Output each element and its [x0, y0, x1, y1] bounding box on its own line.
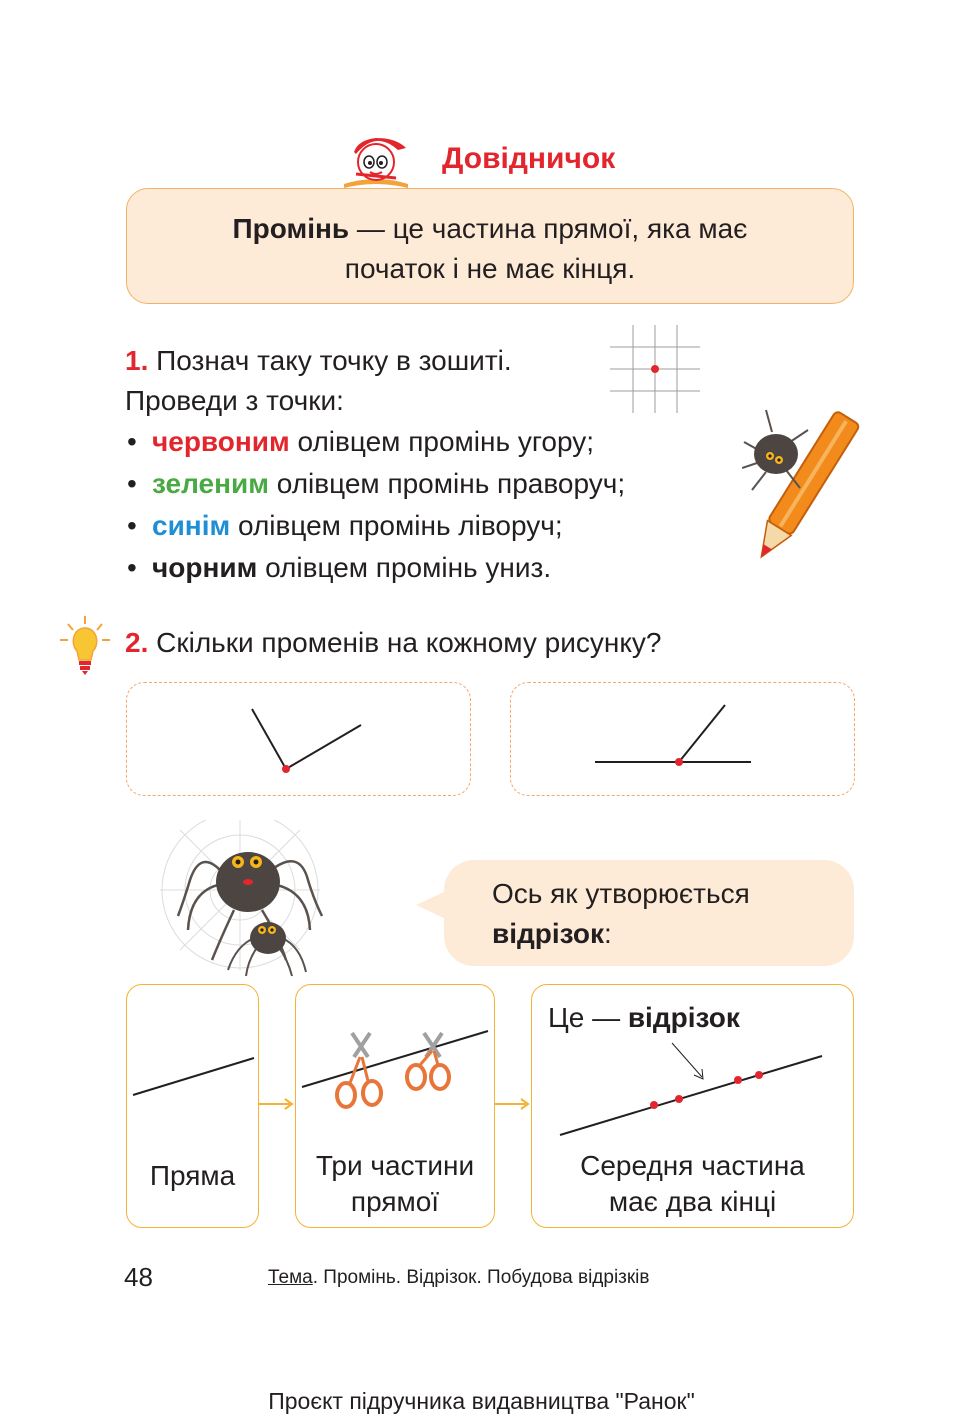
two-rays-figure [127, 683, 472, 797]
figure-box-2 [510, 682, 855, 796]
definition-box [126, 188, 854, 304]
bullet: • [127, 510, 137, 541]
speech-bubble [444, 860, 854, 966]
color-word-green: зеленим [152, 468, 269, 499]
speech-line1: Ось як утворюється [492, 878, 750, 909]
color-word-black: чорним [152, 552, 258, 583]
task1-item-black [127, 547, 551, 589]
speech-bold-word: відрізок [492, 918, 604, 949]
bullet: • [127, 426, 137, 457]
scissors-icon [407, 1033, 449, 1089]
segment-caption-prefix: Це — [548, 1002, 628, 1033]
definition-line1: — це частина прямої, яка має [349, 213, 748, 244]
topic-line [268, 1267, 650, 1289]
task2-number: 2. [125, 627, 149, 658]
task1-text: Познач таку точку в зошиті. [156, 345, 512, 376]
bullet: • [127, 552, 137, 583]
topic-label: Тема [268, 1267, 313, 1288]
step3-label-line1: Середня частина [580, 1150, 805, 1181]
item-text: олівцем промінь униз. [257, 552, 552, 583]
arrow-right-icon [259, 1097, 295, 1111]
arrow-right-icon [495, 1097, 531, 1111]
step2-label-line1: Три частини [315, 1150, 475, 1181]
spider-pencil-icon [742, 402, 862, 574]
task2-line [125, 622, 661, 664]
task1-number: 1. [125, 345, 149, 376]
section-title: Довідничок [442, 142, 616, 175]
item-text: олівцем промінь ліворуч; [230, 510, 563, 541]
color-word-blue: синім [152, 510, 231, 541]
step2-label-line2: прямої [350, 1186, 440, 1217]
definition-line2: початок і не має кінця. [344, 253, 636, 284]
definition-text [127, 209, 853, 289]
task2-text: Скільки променів на кожному рисунку? [156, 627, 662, 658]
task1-item-green [127, 463, 625, 505]
task1-line1 [125, 340, 512, 382]
color-word-red: червоним [152, 426, 290, 457]
mascot-reading-icon [336, 134, 416, 190]
task1-item-red [127, 421, 594, 463]
step3-label-line2: має два кінці [608, 1186, 777, 1217]
page-number: 48 [124, 1262, 153, 1292]
bullet: • [127, 468, 137, 499]
task1-line2: Проведи з точки: [125, 385, 344, 416]
step-box-line [126, 984, 259, 1228]
step-box-three-parts [295, 984, 495, 1228]
speech-text [492, 874, 750, 954]
topic-text: . Промінь. Відрізок. Побудова відрізків [312, 1267, 650, 1288]
speech-colon: : [604, 918, 612, 949]
three-rays-figure [511, 683, 856, 797]
step-box-segment [531, 984, 854, 1228]
definition-term: Промінь [232, 213, 350, 244]
figure-box-1 [126, 682, 471, 796]
lightbulb-icon [60, 614, 110, 676]
spiders-web-icon [150, 820, 350, 980]
footer-text: Проєкт підручника видавництва "Ранок" [268, 1388, 695, 1414]
step1-label: Пряма [149, 1160, 236, 1191]
item-text: олівцем промінь угору; [289, 426, 595, 457]
segment-caption-bold: відрізок [627, 1002, 740, 1033]
task1-item-blue [127, 505, 563, 547]
grid-point-icon [610, 325, 700, 413]
item-text: олівцем промінь праворуч; [268, 468, 626, 499]
